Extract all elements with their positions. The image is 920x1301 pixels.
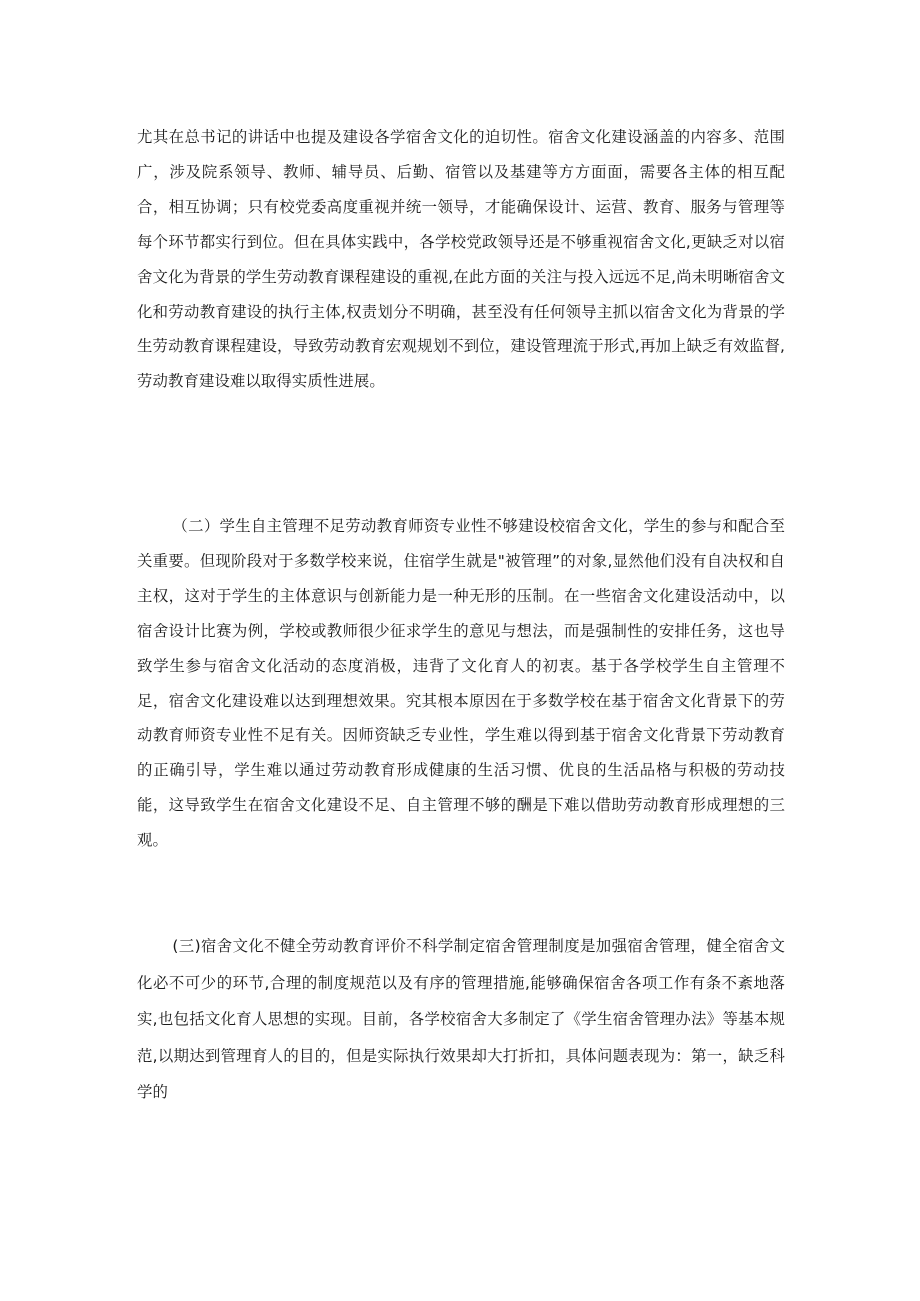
body-paragraph-1: 尤其在总书记的讲话中也提及建设各学宿舍文化的迫切性。宿舍文化建设涵盖的内容多、范围广，涉及院系领导、教师、辅导员、后勤、宿管以及基建等方方面面，需要各主体的相互配合，相互协调；只有校党委高度重视并统一领导，才能确保设计、运营、教育、服务与管理等每个环节都实行到位。但在具体实践中，各学校党政领导还是不够重视宿舍文化,更缺乏对以宿舍文化为背景的学生劳动教育课程建设的重视,在此方面的关注与投入远远不足,尚未明晰宿舍文化和劳动教育建设的执行主体,权责划分不明确，甚至没有任何领导主抓以宿舍文化为背景的学生劳动教育课程建设，导致劳动教育宏观规划不到位，建设管理流于形式,再加上缺乏有效监督,劳动教育建设难以取得实质性进展。 <box>137 128 785 391</box>
body-paragraph-3: (三)宿舍文化不健全劳动教育评价不科学制定宿舍管理制度是加强宿舍管理，健全宿舍文化必不可少的环节,合理的制度规范以及有序的管理措施,能够确保宿舍各项工作有条不紊地落实,也包括文化育人思想的实现。目前，各学校宿舍大多制定了《学生宿舍管理办法》等基本规范,以期达到管理育人的目的，但是实际执行效果却大打折扣，具体问题表现为：第一，缺乏科学的 <box>137 937 785 1101</box>
body-paragraph-2: （二）学生自主管理不足劳动教育师资专业性不够建设校宿舍文化，学生的参与和配合至关重要。但现阶段对于多数学校来说，住宿学生就是"被管理”的对象,显然他们没有自决权和自主权，这对于学生的主体意识与创新能力是一种无形的压制。在一些宿舍文化建设活动中，以宿舍设计比赛为例，学校或教师很少征求学生的意见与想法，而是强制性的安排任务，这也导致学生参与宿舍文化活动的态度消极，违背了文化育人的初衷。基于各学校学生自主管理不足，宿舍文化建设难以达到理想效果。究其根本原因在于多数学校在基于宿舍文化背景下的劳动教育师资专业性不足有关。因师资缺乏专业性，学生难以得到基于宿舍文化背景下劳动教育的正确引导，学生难以通过劳动教育形成健康的生活习惯、优良的生活品格与积极的劳动技能，这导致学生在宿舍文化建设不足、自主管理不够的酬是下难以借助劳动教育形成理想的三观。 <box>137 517 785 850</box>
